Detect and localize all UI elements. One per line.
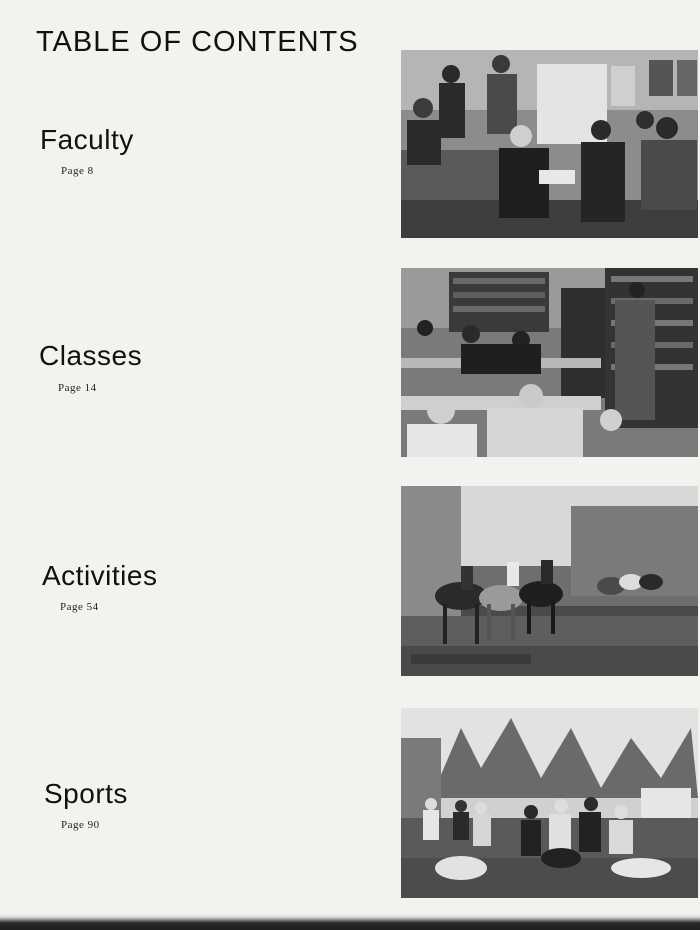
page-ref-sports: Page 90 [61, 819, 100, 831]
page-title: TABLE OF CONTENTS [36, 26, 359, 58]
library-study-photo [401, 268, 698, 457]
section-heading-activities[interactable]: Activities [42, 560, 158, 591]
section-heading-faculty[interactable]: Faculty [40, 124, 134, 155]
section-heading-classes[interactable]: Classes [39, 340, 143, 371]
football-game-photo [401, 708, 698, 898]
page-ref-classes: Page 14 [58, 382, 97, 394]
page-ref-faculty: Page 8 [61, 165, 94, 177]
section-heading-sports[interactable]: Sports [44, 778, 128, 809]
page-bottom-edge [0, 914, 700, 930]
page-ref-activities: Page 54 [60, 601, 99, 613]
faculty-meeting-photo [401, 50, 698, 238]
horseback-riders-photo [401, 486, 698, 676]
